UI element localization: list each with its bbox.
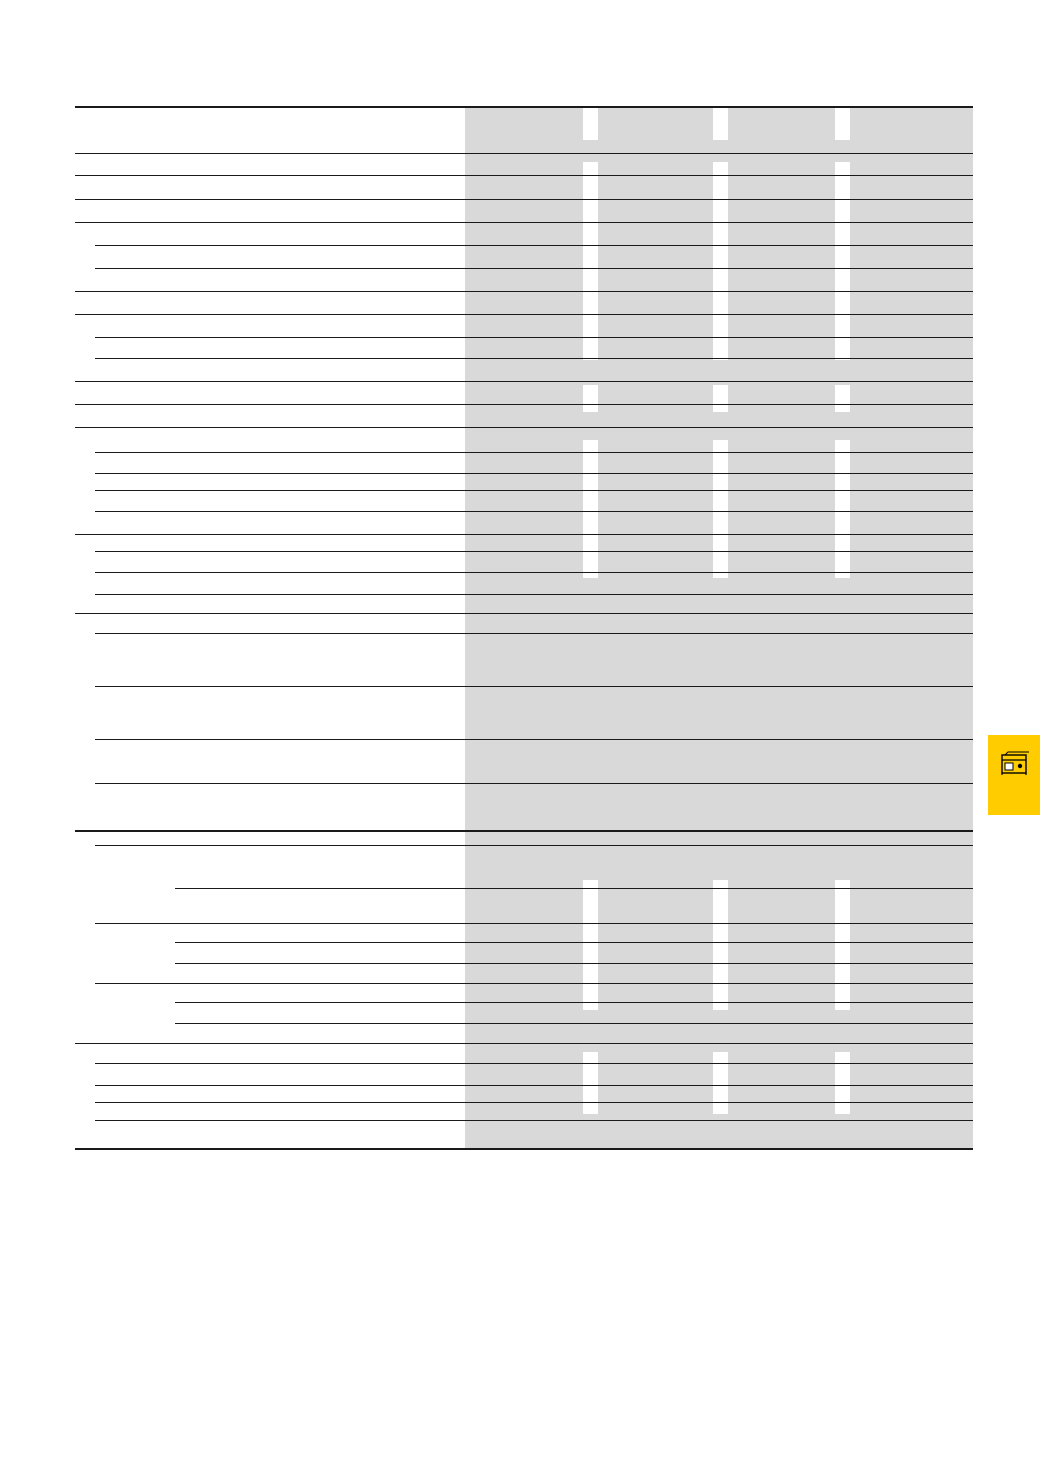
row-rule bbox=[75, 199, 973, 200]
row-rule bbox=[95, 358, 973, 359]
unit-cell-rule bbox=[405, 1102, 453, 1103]
row-rule bbox=[95, 783, 973, 784]
row-rule bbox=[175, 963, 973, 964]
section-divider bbox=[75, 830, 973, 832]
row-rule bbox=[95, 633, 973, 634]
merged-band-1 bbox=[465, 140, 973, 162]
column-gutter-bottom-3 bbox=[835, 1052, 850, 1114]
unit-cell-rule bbox=[405, 594, 453, 595]
row-rule bbox=[95, 551, 973, 552]
unit-cell-rule bbox=[405, 473, 453, 474]
row-rule bbox=[75, 404, 973, 405]
unit-cell-rule bbox=[345, 245, 387, 246]
unit-cell-rule bbox=[345, 739, 387, 740]
unit-cell-rule bbox=[345, 404, 387, 405]
unit-cell-rule bbox=[405, 1120, 453, 1121]
unit-cell-rule bbox=[345, 572, 387, 573]
row-rule bbox=[175, 942, 973, 943]
merged-band-3 bbox=[465, 412, 973, 440]
unit-cell-rule bbox=[405, 199, 453, 200]
unit-cell-rule bbox=[345, 1023, 387, 1024]
unit-cell-rule bbox=[405, 686, 453, 687]
unit-cell-rule bbox=[345, 199, 387, 200]
unit-cell-rule bbox=[405, 572, 453, 573]
row-rule bbox=[75, 381, 973, 382]
merged-band-7 bbox=[465, 1010, 973, 1052]
row-rule bbox=[95, 511, 973, 512]
unit-cell-rule bbox=[345, 314, 387, 315]
unit-cell-rule bbox=[405, 551, 453, 552]
unit-cell-rule bbox=[345, 633, 387, 634]
unit-cell-rule bbox=[345, 686, 387, 687]
row-rule bbox=[95, 245, 973, 246]
unit-cell-rule bbox=[405, 1023, 453, 1024]
unit-cell-rule bbox=[405, 739, 453, 740]
unit-cell-rule bbox=[405, 963, 453, 964]
row-rule bbox=[75, 291, 973, 292]
unit-cell-rule bbox=[345, 473, 387, 474]
row-rule bbox=[95, 923, 973, 924]
unit-cell-rule bbox=[345, 490, 387, 491]
table-bottom-border bbox=[75, 1148, 973, 1150]
unit-cell-rule bbox=[345, 337, 387, 338]
unit-cell-rule bbox=[345, 511, 387, 512]
unit-cell-rule bbox=[405, 1063, 453, 1064]
column-gutter-bottom-2 bbox=[713, 1052, 728, 1114]
row-rule bbox=[95, 983, 973, 984]
row-rule bbox=[175, 1002, 973, 1003]
row-rule bbox=[95, 1063, 973, 1064]
unit-cell-rule bbox=[345, 963, 387, 964]
unit-cell-rule bbox=[345, 1002, 387, 1003]
unit-cell-rule bbox=[345, 175, 387, 176]
row-rule bbox=[175, 1023, 973, 1024]
row-rule bbox=[95, 594, 973, 595]
unit-cell-rule bbox=[405, 511, 453, 512]
row-rule bbox=[75, 1043, 973, 1044]
merged-band-6 bbox=[465, 832, 973, 880]
unit-cell-rule bbox=[405, 633, 453, 634]
row-rule bbox=[175, 888, 973, 889]
row-rule bbox=[75, 613, 973, 614]
row-rule bbox=[95, 337, 973, 338]
row-rule bbox=[95, 845, 973, 846]
row-rule bbox=[75, 175, 973, 176]
unit-cell-rule bbox=[345, 1085, 387, 1086]
unit-cell-rule bbox=[405, 175, 453, 176]
unit-cell-rule bbox=[405, 314, 453, 315]
section-index-tab[interactable] bbox=[988, 735, 1040, 815]
row-rule bbox=[95, 686, 973, 687]
row-rule bbox=[95, 1120, 973, 1121]
merged-band-8 bbox=[465, 1112, 973, 1148]
row-rule bbox=[95, 473, 973, 474]
row-rule bbox=[75, 427, 973, 428]
unit-cell-rule bbox=[405, 404, 453, 405]
row-rule bbox=[95, 1102, 973, 1103]
row-rule bbox=[95, 452, 973, 453]
row-rule bbox=[95, 1085, 973, 1086]
unit-cell-rule bbox=[405, 452, 453, 453]
unit-cell-rule bbox=[345, 888, 387, 889]
row-rule bbox=[95, 739, 973, 740]
row-rule bbox=[75, 314, 973, 315]
row-rule bbox=[75, 534, 973, 535]
unit-cell-rule bbox=[405, 268, 453, 269]
column-gutter-bottom-1 bbox=[583, 1052, 598, 1114]
unit-cell-rule bbox=[405, 888, 453, 889]
unit-cell-rule bbox=[405, 783, 453, 784]
row-rule bbox=[95, 490, 973, 491]
merged-band-5 bbox=[465, 600, 973, 830]
unit-cell-rule bbox=[345, 268, 387, 269]
unit-cell-rule bbox=[405, 490, 453, 491]
unit-cell-rule bbox=[405, 942, 453, 943]
appliance-icon bbox=[999, 749, 1029, 779]
column-gutter-lower-3 bbox=[835, 880, 850, 1010]
unit-cell-rule bbox=[405, 1085, 453, 1086]
unit-cell-rule bbox=[345, 594, 387, 595]
column-gutter-lower-1 bbox=[583, 880, 598, 1010]
unit-cell-rule bbox=[405, 245, 453, 246]
column-gutter-lower-2 bbox=[713, 880, 728, 1010]
unit-cell-rule bbox=[345, 783, 387, 784]
unit-cell-rule bbox=[345, 942, 387, 943]
unit-cell-rule bbox=[345, 1120, 387, 1121]
unit-cell-rule bbox=[345, 1102, 387, 1103]
unit-cell-rule bbox=[405, 1002, 453, 1003]
unit-cell-rule bbox=[345, 551, 387, 552]
merged-band-4 bbox=[465, 578, 973, 602]
unit-cell-rule bbox=[405, 337, 453, 338]
row-rule bbox=[95, 572, 973, 573]
unit-cell-rule bbox=[345, 1063, 387, 1064]
row-rule bbox=[75, 222, 973, 223]
unit-cell-rule bbox=[345, 452, 387, 453]
row-rule bbox=[75, 153, 973, 154]
row-rule bbox=[95, 268, 973, 269]
table-top-border bbox=[75, 106, 973, 108]
